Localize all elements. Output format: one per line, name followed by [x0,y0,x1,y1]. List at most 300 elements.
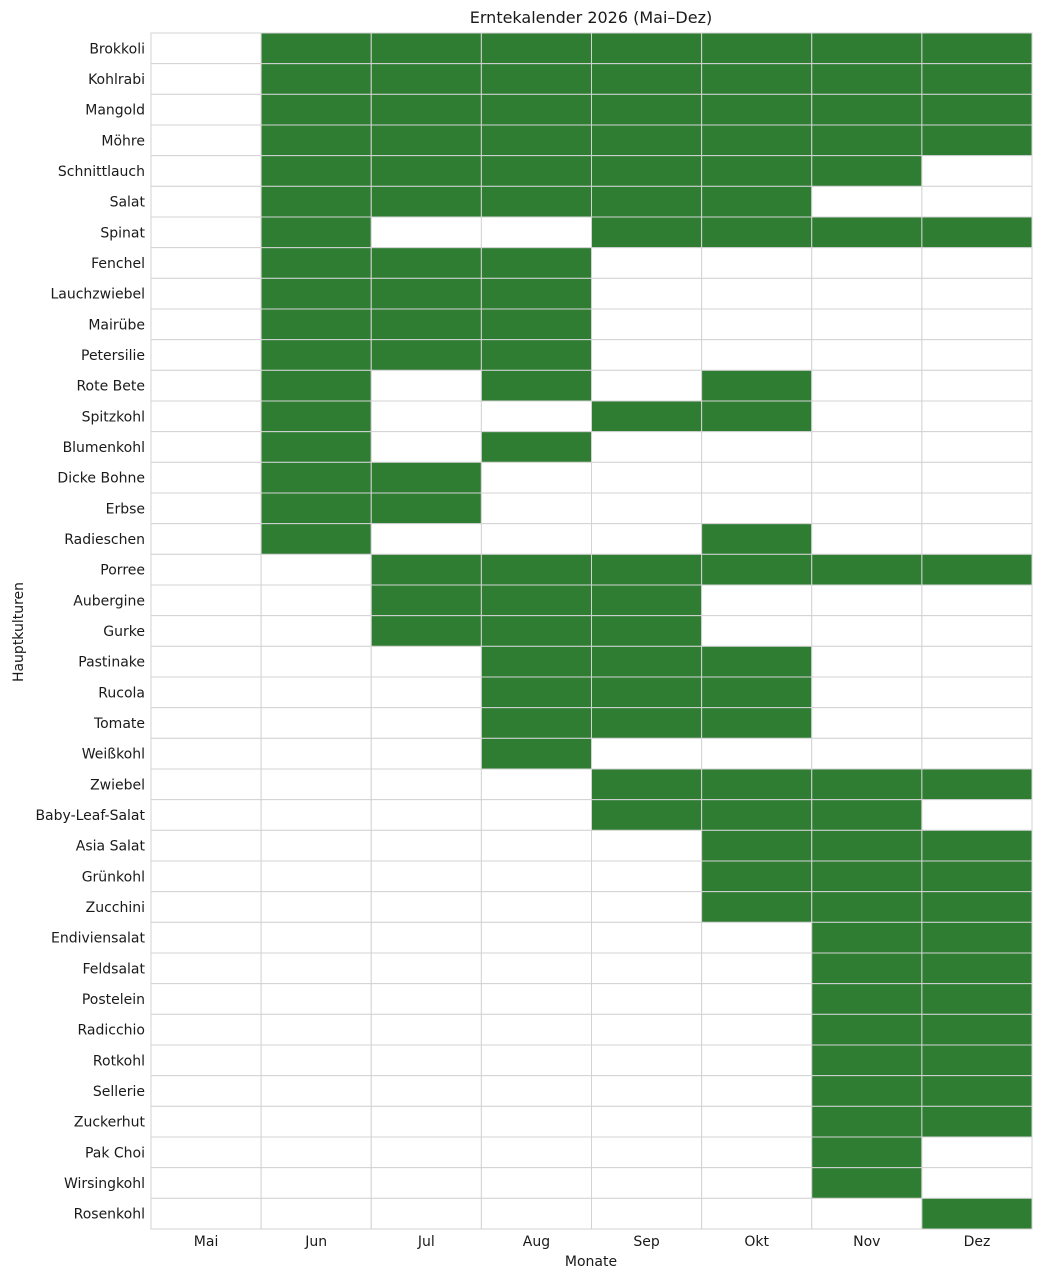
heatmap-cell [922,432,1032,463]
heatmap-cell [592,248,702,279]
y-tick-label: Kohlrabi [88,72,145,88]
heatmap-cell [592,953,702,984]
heatmap-cell [922,861,1032,892]
heatmap-cell [812,1045,922,1076]
heatmap-cell [922,33,1032,64]
heatmap-cell [481,616,591,647]
heatmap-cell [371,708,481,739]
heatmap-cell [812,186,922,217]
heatmap-cell [702,1014,812,1045]
heatmap-cell [922,370,1032,401]
heatmap-cell [151,708,261,739]
heatmap-cell [151,156,261,187]
y-axis-label: Hauptkulturen [11,581,27,683]
heatmap-cell [261,1137,371,1168]
heatmap-cell [261,340,371,371]
heatmap-cell [592,830,702,861]
heatmap-cell [481,1076,591,1107]
heatmap-cell [151,892,261,923]
heatmap-cell [261,984,371,1015]
heatmap-cell [371,769,481,800]
heatmap-cell [261,493,371,524]
heatmap-cell [702,922,812,953]
heatmap-cell [481,738,591,769]
heatmap-cell [702,800,812,831]
heatmap-cell [261,554,371,585]
heatmap-cell [592,1137,702,1168]
heatmap-cell [151,186,261,217]
heatmap-cell [371,370,481,401]
heatmap-cell [702,248,812,279]
heatmap-cell [261,1168,371,1199]
heatmap-cell [151,769,261,800]
heatmap-cell [151,340,261,371]
heatmap-cell [592,554,702,585]
heatmap-cell [812,370,922,401]
heatmap-cell [812,248,922,279]
heatmap-cell [812,462,922,493]
heatmap-cell [592,984,702,1015]
heatmap-cell [151,248,261,279]
heatmap-cell [151,370,261,401]
y-tick-label: Rotkohl [92,1053,145,1070]
heatmap-cell [592,493,702,524]
heatmap-cell [151,432,261,463]
heatmap-cell [261,401,371,432]
heatmap-cell [592,677,702,708]
heatmap-cell [812,1198,922,1229]
heatmap-cell [481,125,591,156]
y-tick-label: Spitzkohl [81,409,145,426]
heatmap-cell [812,401,922,432]
heatmap-cell [371,401,481,432]
heatmap-cell [371,524,481,555]
heatmap-cell [812,64,922,95]
heatmap-cell [371,1014,481,1045]
heatmap-cell [481,401,591,432]
heatmap-cell [151,125,261,156]
heatmap-cell [151,554,261,585]
heatmap-cell [371,953,481,984]
heatmap-cell [812,94,922,125]
heatmap-cell [261,708,371,739]
heatmap-cell [371,156,481,187]
heatmap-cell [922,1198,1032,1229]
heatmap-cell [922,1076,1032,1107]
y-tick-label: Postelein [81,992,145,1008]
heatmap-cell [592,1106,702,1137]
heatmap-cell [702,769,812,800]
heatmap-cell [702,217,812,248]
heatmap-cell [261,524,371,555]
heatmap-cell [371,646,481,677]
heatmap-cell [922,646,1032,677]
heatmap-cell [481,953,591,984]
heatmap-cell [812,646,922,677]
heatmap-cell [702,309,812,340]
heatmap-cell [922,830,1032,861]
heatmap-cell [702,1076,812,1107]
heatmap-cell [261,278,371,309]
heatmap-cell [261,432,371,463]
heatmap-cell [702,493,812,524]
heatmap-cell [702,1137,812,1168]
heatmap-cell [261,1198,371,1229]
heatmap-cell [922,462,1032,493]
heatmap-cell [151,1137,261,1168]
heatmap-cell [481,892,591,923]
heatmap-cell [702,554,812,585]
heatmap-cell [261,248,371,279]
y-tick-label: Endiviensalat [51,930,145,947]
y-tick-label: Pastinake [78,654,145,671]
y-tick-label: Fenchel [91,256,145,272]
heatmap-cell [702,984,812,1015]
heatmap-cell [481,432,591,463]
heatmap-cell [371,1137,481,1168]
heatmap-cell [702,401,812,432]
heatmap-cell [812,1106,922,1137]
heatmap-cell [812,217,922,248]
heatmap-cell [151,677,261,708]
heatmap-cell [702,861,812,892]
y-tick-label: Mangold [85,102,145,119]
y-tick-label: Grünkohl [81,869,145,886]
heatmap-cell [151,861,261,892]
heatmap-cell [261,646,371,677]
heatmap-cell [151,922,261,953]
heatmap-cell [261,462,371,493]
heatmap-cell [812,616,922,647]
heatmap-cell [592,156,702,187]
heatmap-cell [592,462,702,493]
heatmap-cell [261,769,371,800]
heatmap-cell [592,1198,702,1229]
heatmap-cell [481,800,591,831]
heatmap-cell [371,186,481,217]
heatmap-cell [922,738,1032,769]
heatmap-cell [371,1076,481,1107]
heatmap-cell [151,953,261,984]
heatmap-cell [371,861,481,892]
heatmap-cell [261,1014,371,1045]
heatmap-cell [812,922,922,953]
heatmap-cell [592,1076,702,1107]
heatmap-cell [261,125,371,156]
heatmap-cell [922,1168,1032,1199]
heatmap-cell [922,800,1032,831]
heatmap-cell [371,984,481,1015]
heatmap-cell [922,1106,1032,1137]
heatmap-cell [151,493,261,524]
heatmap-cell [702,125,812,156]
heatmap-cell [481,708,591,739]
heatmap-cell [481,769,591,800]
x-tick-label: Aug [522,1234,551,1250]
heatmap-cell [151,309,261,340]
heatmap-cell [922,677,1032,708]
y-tick-label: Tomate [93,716,145,732]
heatmap-cell [151,401,261,432]
heatmap-cell [151,1076,261,1107]
y-tick-label: Rucola [98,685,145,702]
heatmap-cell [481,1014,591,1045]
heatmap-cell [812,585,922,616]
heatmap-cell [702,738,812,769]
heatmap-cell [151,646,261,677]
heatmap-cell [371,892,481,923]
heatmap-cell [371,554,481,585]
heatmap-cell [151,830,261,861]
heatmap-cell [371,493,481,524]
heatmap-cells [151,33,1032,1229]
y-tick-label: Petersilie [81,348,145,364]
heatmap-cell [151,984,261,1015]
heatmap-cell [481,1198,591,1229]
heatmap-cell [371,94,481,125]
heatmap-cell [151,1168,261,1199]
y-tick-label: Blumenkohl [62,440,145,456]
heatmap-cell [481,370,591,401]
heatmap-cell [592,309,702,340]
heatmap-cell [812,984,922,1015]
heatmap-cell [812,1014,922,1045]
y-tick-label: Aubergine [73,593,145,610]
heatmap-cell [371,585,481,616]
heatmap-cell [702,156,812,187]
heatmap-cell [481,94,591,125]
chart-title: Erntekalender 2026 (Mai–Dez) [469,8,713,27]
heatmap-cell [371,340,481,371]
heatmap-cell [151,217,261,248]
heatmap-cell [261,1106,371,1137]
heatmap-cell [371,33,481,64]
x-tick-labels [194,1234,991,1250]
heatmap-cell [261,309,371,340]
y-tick-label: Radicchio [77,1022,145,1039]
y-tick-label: Pak Choi [84,1145,145,1162]
x-tick-label: Jul [417,1234,435,1250]
heatmap-cell [261,738,371,769]
heatmap-cell [481,64,591,95]
heatmap-cell [922,156,1032,187]
heatmap-cell [592,217,702,248]
heatmap-cell [702,524,812,555]
heatmap-cell [481,554,591,585]
heatmap-cell [592,1168,702,1199]
heatmap-cell [812,1076,922,1107]
y-tick-label: Asia Salat [75,838,145,855]
heatmap-cell [812,33,922,64]
heatmap-cell [702,94,812,125]
heatmap-cell [812,432,922,463]
x-axis-label: Monate [564,1254,618,1270]
y-tick-label: Porree [100,562,145,579]
heatmap-cell [481,677,591,708]
heatmap-cell [812,554,922,585]
heatmap-cell [922,340,1032,371]
heatmap-cell [922,94,1032,125]
heatmap-cell [702,616,812,647]
heatmap-cell [702,1106,812,1137]
heatmap-cell [261,585,371,616]
heatmap-cell [481,646,591,677]
heatmap-cell [481,830,591,861]
heatmap-cell [151,94,261,125]
heatmap-cell [481,462,591,493]
heatmap-cell [371,616,481,647]
heatmap-cell [592,370,702,401]
heatmap-cell [151,33,261,64]
heatmap-cell [261,156,371,187]
y-tick-label: Zuckerhut [73,1114,145,1131]
heatmap-cell [592,585,702,616]
heatmap-cell [261,33,371,64]
y-tick-label: Schnittlauch [57,164,145,180]
heatmap-cell [812,524,922,555]
x-tick-label: Mai [193,1234,219,1250]
heatmap-cell [592,769,702,800]
y-tick-label: Wirsingkohl [63,1176,145,1192]
heatmap-cell [261,861,371,892]
heatmap-cell [151,1045,261,1076]
heatmap-cell [922,217,1032,248]
heatmap-cell [592,861,702,892]
heatmap-cell [922,585,1032,616]
heatmap-cell [261,186,371,217]
heatmap-cell [592,646,702,677]
heatmap-cell [592,186,702,217]
heatmap-cell [371,217,481,248]
heatmap-cell [812,953,922,984]
heatmap-cell [481,493,591,524]
heatmap-cell [702,708,812,739]
y-tick-label: Rote Bete [76,378,145,395]
heatmap-cell [702,1168,812,1199]
heatmap-cell [702,64,812,95]
heatmap-cell [592,1014,702,1045]
heatmap-cell [922,493,1032,524]
heatmap-cell [922,769,1032,800]
heatmap-cell [812,800,922,831]
heatmap-cell [371,830,481,861]
heatmap-cell [371,64,481,95]
heatmap-cell [922,1014,1032,1045]
heatmap-cell [922,1045,1032,1076]
heatmap-cell [812,861,922,892]
heatmap-cell [702,432,812,463]
heatmap-cell [592,432,702,463]
heatmap-cell [592,33,702,64]
heatmap-cell [371,1198,481,1229]
heatmap-cell [371,1045,481,1076]
heatmap-cell [922,1137,1032,1168]
heatmap-cell [151,278,261,309]
heatmap-cell [922,309,1032,340]
heatmap-cell [922,401,1032,432]
heatmap-cell [922,953,1032,984]
heatmap-cell [922,524,1032,555]
x-tick-label: Dez [963,1234,991,1250]
heatmap-cell [371,677,481,708]
y-tick-label: Baby-Leaf-Salat [35,808,145,824]
y-tick-label: Rosenkohl [73,1206,145,1223]
heatmap-cell [592,401,702,432]
heatmap-cell [371,1106,481,1137]
heatmap-cell [812,125,922,156]
heatmap-cell [151,585,261,616]
heatmap-cell [151,462,261,493]
heatmap-cell [592,125,702,156]
heatmap-cell [481,1045,591,1076]
heatmap-cell [261,953,371,984]
heatmap-cell [261,677,371,708]
heatmap-cell [371,125,481,156]
y-tick-label: Lauchzwiebel [50,286,145,303]
heatmap-cell [812,309,922,340]
heatmap-cell [261,1045,371,1076]
heatmap-cell [261,616,371,647]
heatmap-cell [261,217,371,248]
heatmap-cell [371,738,481,769]
heatmap-cell [702,585,812,616]
heatmap-cell [481,984,591,1015]
heatmap-cell [481,248,591,279]
heatmap-cell [812,892,922,923]
heatmap-cell [922,64,1032,95]
heatmap-cell [481,524,591,555]
y-tick-label: Möhre [101,133,145,150]
heatmap-cell [371,800,481,831]
heatmap-cell [702,830,812,861]
heatmap-cell [592,524,702,555]
heatmap-cell [812,708,922,739]
heatmap-cell [481,585,591,616]
heatmap-cell [151,616,261,647]
heatmap-cell [812,156,922,187]
heatmap-cell [592,708,702,739]
heatmap-cell [151,64,261,95]
x-tick-label: Jun [305,1234,328,1250]
y-tick-label: Zwiebel [90,777,145,794]
heatmap-cell [812,738,922,769]
heatmap-cell [702,370,812,401]
heatmap-cell [371,462,481,493]
y-tick-label: Weißkohl [81,746,145,763]
heatmap-cell [481,1106,591,1137]
heatmap-cell [261,922,371,953]
y-tick-label: Dicke Bohne [57,470,145,487]
heatmap-cell [922,892,1032,923]
heatmap-cell [481,309,591,340]
heatmap-cell [371,309,481,340]
heatmap-cell [261,892,371,923]
heatmap-cell [592,340,702,371]
x-tick-label: Okt [744,1234,769,1250]
heatmap-cell [261,370,371,401]
heatmap-cell [702,33,812,64]
heatmap-cell [481,186,591,217]
heatmap-cell [481,922,591,953]
heatmap-cell [261,64,371,95]
y-tick-label: Radieschen [64,532,145,548]
heatmap-cell [592,922,702,953]
heatmap-cell [702,340,812,371]
heatmap-cell [151,738,261,769]
heatmap-cell [592,616,702,647]
x-tick-label: Nov [853,1234,881,1250]
heatmap-cell [481,278,591,309]
